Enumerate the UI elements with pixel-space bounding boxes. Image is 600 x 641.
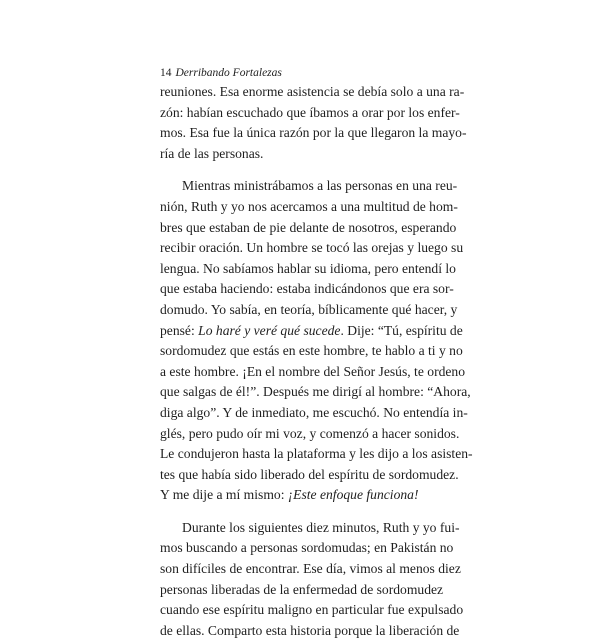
text-line: Le condujeron hasta la plataforma y les dijo a los asisten- (160, 446, 473, 462)
text-line: cuando ese espíritu maligno en particular fue expulsado (160, 602, 464, 618)
text-line: recibir oración. Un hombre se tocó las orejas y luego su (160, 240, 464, 256)
line-prefix: Y me dije a mí mismo: (160, 487, 288, 503)
text-line: ría de las personas. (160, 145, 264, 161)
text-line: bres que estaban de pie delante de nosotros, esperando (160, 219, 457, 235)
text-line: Durante los siguientes diez minutos, Ruth y yo fui- (182, 519, 460, 535)
text-line: nión, Ruth y yo nos acercamos a una multitud de hom- (160, 198, 458, 214)
text-line-with-italic (160, 485, 442, 506)
italic-exclamation: ¡Este enfoque funciona! (287, 487, 419, 503)
page-number: 14 (160, 67, 172, 79)
paragraph-2 (160, 176, 473, 506)
text-line: diga algo”. Y de inmediato, me escuchó. No entendía in- (160, 404, 468, 420)
running-head (160, 66, 282, 80)
paragraph-1 (160, 82, 467, 164)
body-text (160, 82, 473, 641)
text-line: a este hombre. ¡En el nombre del Señor Jesús, te ordeno (160, 363, 466, 379)
book-title: Derribando Fortalezas (175, 67, 282, 79)
text-line: personas liberadas de la enfermedad de sordomudez (160, 581, 444, 597)
line-suffix: . Dije: “Tú, espíritu de (340, 322, 463, 338)
text-line: que estaba haciendo: estaba indicándonos que era sor- (160, 281, 454, 297)
text-line: mos. Esa fue la única razón por la que llegaron la mayo- (160, 125, 467, 141)
paragraph-3 (160, 518, 464, 641)
italic-thought: Lo haré y veré qué sucede (198, 322, 341, 338)
text-line: zón: habían escuchado que íbamos a orar por los enfer- (160, 104, 460, 120)
text-line-with-italic (160, 321, 463, 342)
text-line: de ellas. Comparto esta historia porque la liberación de (160, 622, 460, 638)
text-line: reuniones. Esa enorme asistencia se debía solo a una ra- (160, 84, 465, 99)
text-line: lengua. No sabíamos hablar su idioma, pero entendí lo (160, 260, 456, 276)
text-line: mos buscando a personas sordomudas; en Pakistán no (160, 540, 454, 556)
text-line: domudo. Yo sabía, en teoría, bíblicamente qué hacer, y (160, 301, 458, 317)
text-line: que salgas de él!”. Después me dirigí al hombre: “Ahora, (160, 384, 471, 400)
text-line: son difíciles de encontrar. Ese día, vimos al menos diez (160, 561, 461, 577)
text-line: glés, pero pudo oír mi voz, y comenzó a hacer sonidos. (160, 425, 460, 441)
text-line: tes que había sido liberado del espíritu de sordomudez. (160, 466, 459, 482)
text-line: sordomudez que estás en este hombre, te hablo a ti y no (160, 343, 463, 359)
text-line: Mientras ministrábamos a las personas en una reu- (182, 178, 458, 194)
line-prefix: pensé: (160, 322, 199, 338)
